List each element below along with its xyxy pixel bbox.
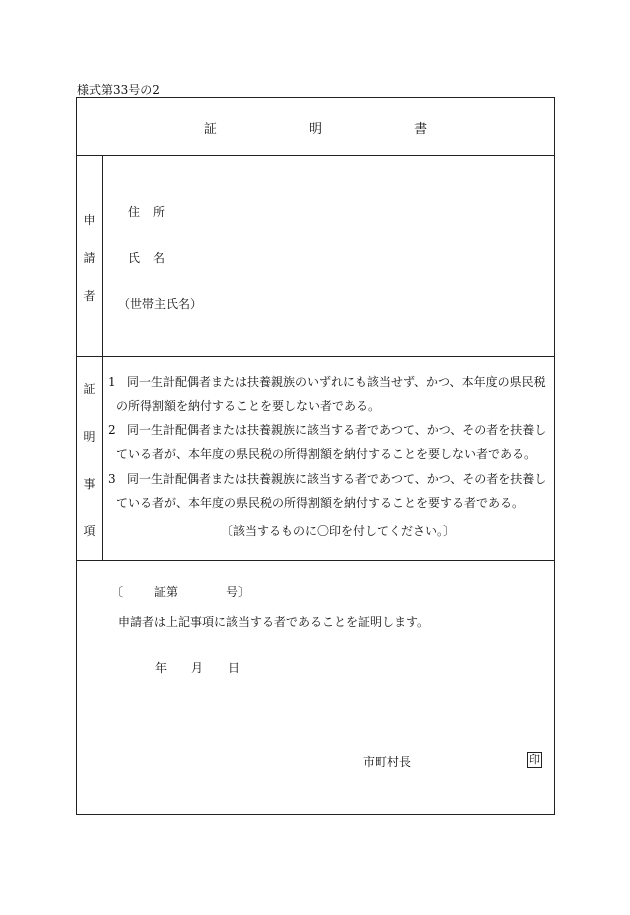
certification-statement: 申請者は上記事項に該当する者であることを証明します。 <box>118 615 430 629</box>
title-char-1: 証 <box>203 122 217 137</box>
date-month: 月 <box>191 661 204 675</box>
items-side-char-1: 証 <box>83 382 96 396</box>
certificate-title <box>77 118 554 137</box>
divider-applicant <box>77 356 554 357</box>
cert-number-label: 証第 <box>154 585 179 599</box>
certified-item-2: 2 同一生計配偶者または扶養親族に該当する者であつて、かつ、その者を扶養し ている者が、本年度の県民税の所得割額を納付することを要しない者である。 <box>108 423 547 461</box>
title-char-3: 書 <box>414 122 428 137</box>
item-number: 1 <box>108 375 116 389</box>
divider-title <box>77 155 554 156</box>
certificate-form <box>76 97 555 815</box>
mayor-label: 市町村長 <box>363 755 412 769</box>
divider-items <box>77 560 554 561</box>
seal-mark: 印 <box>529 753 540 766</box>
applicant-side-char-1: 申 <box>83 213 96 227</box>
items-side-divider <box>102 356 103 560</box>
name-label: 氏 名 <box>128 251 166 265</box>
title-char-2: 明 <box>308 122 322 137</box>
certified-item-1: 1 同一生計配偶者または扶養親族のいずれにも該当せず、かつ、本年度の県民税 の所得割額を納付することを要しない者である。 <box>108 375 546 413</box>
form-number: 様式第33号の2 <box>77 83 160 97</box>
item-number: 3 <box>108 472 116 486</box>
address-label: 住 所 <box>128 205 166 219</box>
certified-item-3: 3 同一生計配偶者または扶養親族に該当する者であつて、かつ、その者を扶養し ている者が、本年度の県民税の所得割額を納付することを要する者である。 <box>108 472 547 510</box>
cert-open-bracket: 〔 <box>111 585 124 599</box>
applicant-side-char-2: 請 <box>83 251 96 265</box>
items-side-char-4: 項 <box>83 524 96 538</box>
items-side-char-2: 明 <box>83 430 96 444</box>
items-side-char-3: 事 <box>83 477 96 491</box>
cert-number-suffix: 号〕 <box>226 585 251 599</box>
householder-name-label: （世帯主氏名） <box>118 297 203 311</box>
instruction-note: 〔該当するものに〇印を付してください。〕 <box>221 524 456 538</box>
date-day: 日 <box>228 661 241 675</box>
applicant-side-divider <box>102 155 103 356</box>
applicant-side-char-3: 者 <box>83 289 96 303</box>
date-year: 年 <box>155 661 168 675</box>
item-number: 2 <box>108 423 116 437</box>
